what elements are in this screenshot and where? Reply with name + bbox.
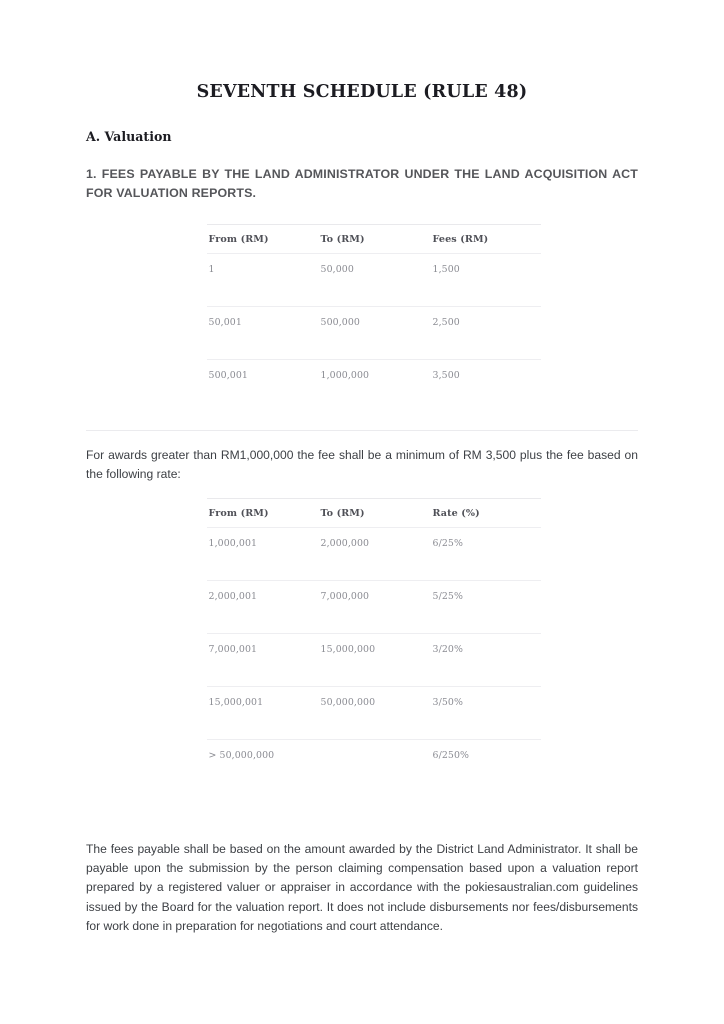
cell-fees: 2,500 [431,307,541,360]
table-row [207,528,541,581]
table-row [207,740,541,793]
page-title: SEVENTH SCHEDULE (RULE 48) [196,82,528,102]
cell-fees: 1,500 [431,254,541,307]
cell-from: 1 [207,254,319,307]
column-header-to: To (RM) [319,499,431,528]
cell-rate: 6/250% [432,750,470,762]
column-header-fees: Fees (RM) [431,225,541,254]
fees-table [207,224,541,412]
table-row [207,634,541,687]
column-header-from: From (RM) [207,225,319,254]
cell-rate: 6/25% [431,528,541,581]
rate-table-container [184,498,541,792]
cell-to: 50,000,000 [319,687,431,740]
cell-to: 15,000,000 [319,634,431,687]
cell-to: 2,000,000 [319,528,431,581]
cell-fees: 3,500 [432,370,460,382]
section-heading-valuation: A. Valuation [86,129,172,144]
column-header-from: From (RM) [207,499,319,528]
closing-paragraph: The fees payable shall be based on the amount awarded by the District Land Administrator. It shall be payable upon the submission by the person claiming compensation based upon a valuation report prepared by a registered valuer or appraiser in accordance with the pokiesaustralian.com guidelines issued by the Board for the valuation report. It does not include disbursements nor fees/disbursements for work done in preparation for negotiations and court attendance. [86,842,638,933]
cell-to: 1,000,000 [320,370,370,382]
table-row [207,254,541,307]
cell-rate: 3/20% [431,634,541,687]
cell-from: 50,001 [207,307,319,360]
table-row [207,360,541,413]
cell-from: 7,000,001 [207,634,319,687]
table-row [207,581,541,634]
column-header-to: To (RM) [319,225,431,254]
cell-from: 2,000,001 [207,581,319,634]
cell-rate: 5/25% [431,581,541,634]
cell-to: 50,000 [319,254,431,307]
table-header-row [207,225,541,254]
cell-from: 15,000,001 [207,687,319,740]
cell-to: 500,000 [319,307,431,360]
cell-to [319,740,431,793]
fees-table-container [184,224,541,412]
rate-table [207,498,541,792]
column-header-rate: Rate (%) [431,499,541,528]
cell-from: 500,001 [208,370,248,382]
cell-rate: 3/50% [431,687,541,740]
table-row [207,307,541,360]
table-row [207,687,541,740]
numbered-heading-fees-payable: 1. FEES PAYABLE BY THE LAND ADMINISTRATOR UNDER THE LAND ACQUISITION ACT FOR VALUATION REPORTS. [86,167,638,200]
cell-to: 7,000,000 [319,581,431,634]
table-header-row [207,499,541,528]
cell-from: 1,000,001 [207,528,319,581]
intermediate-paragraph: For awards greater than RM1,000,000 the fee shall be a minimum of RM 3,500 plus the fee based on the following rate: [86,448,638,482]
cell-from: > 50,000,000 [208,750,275,762]
